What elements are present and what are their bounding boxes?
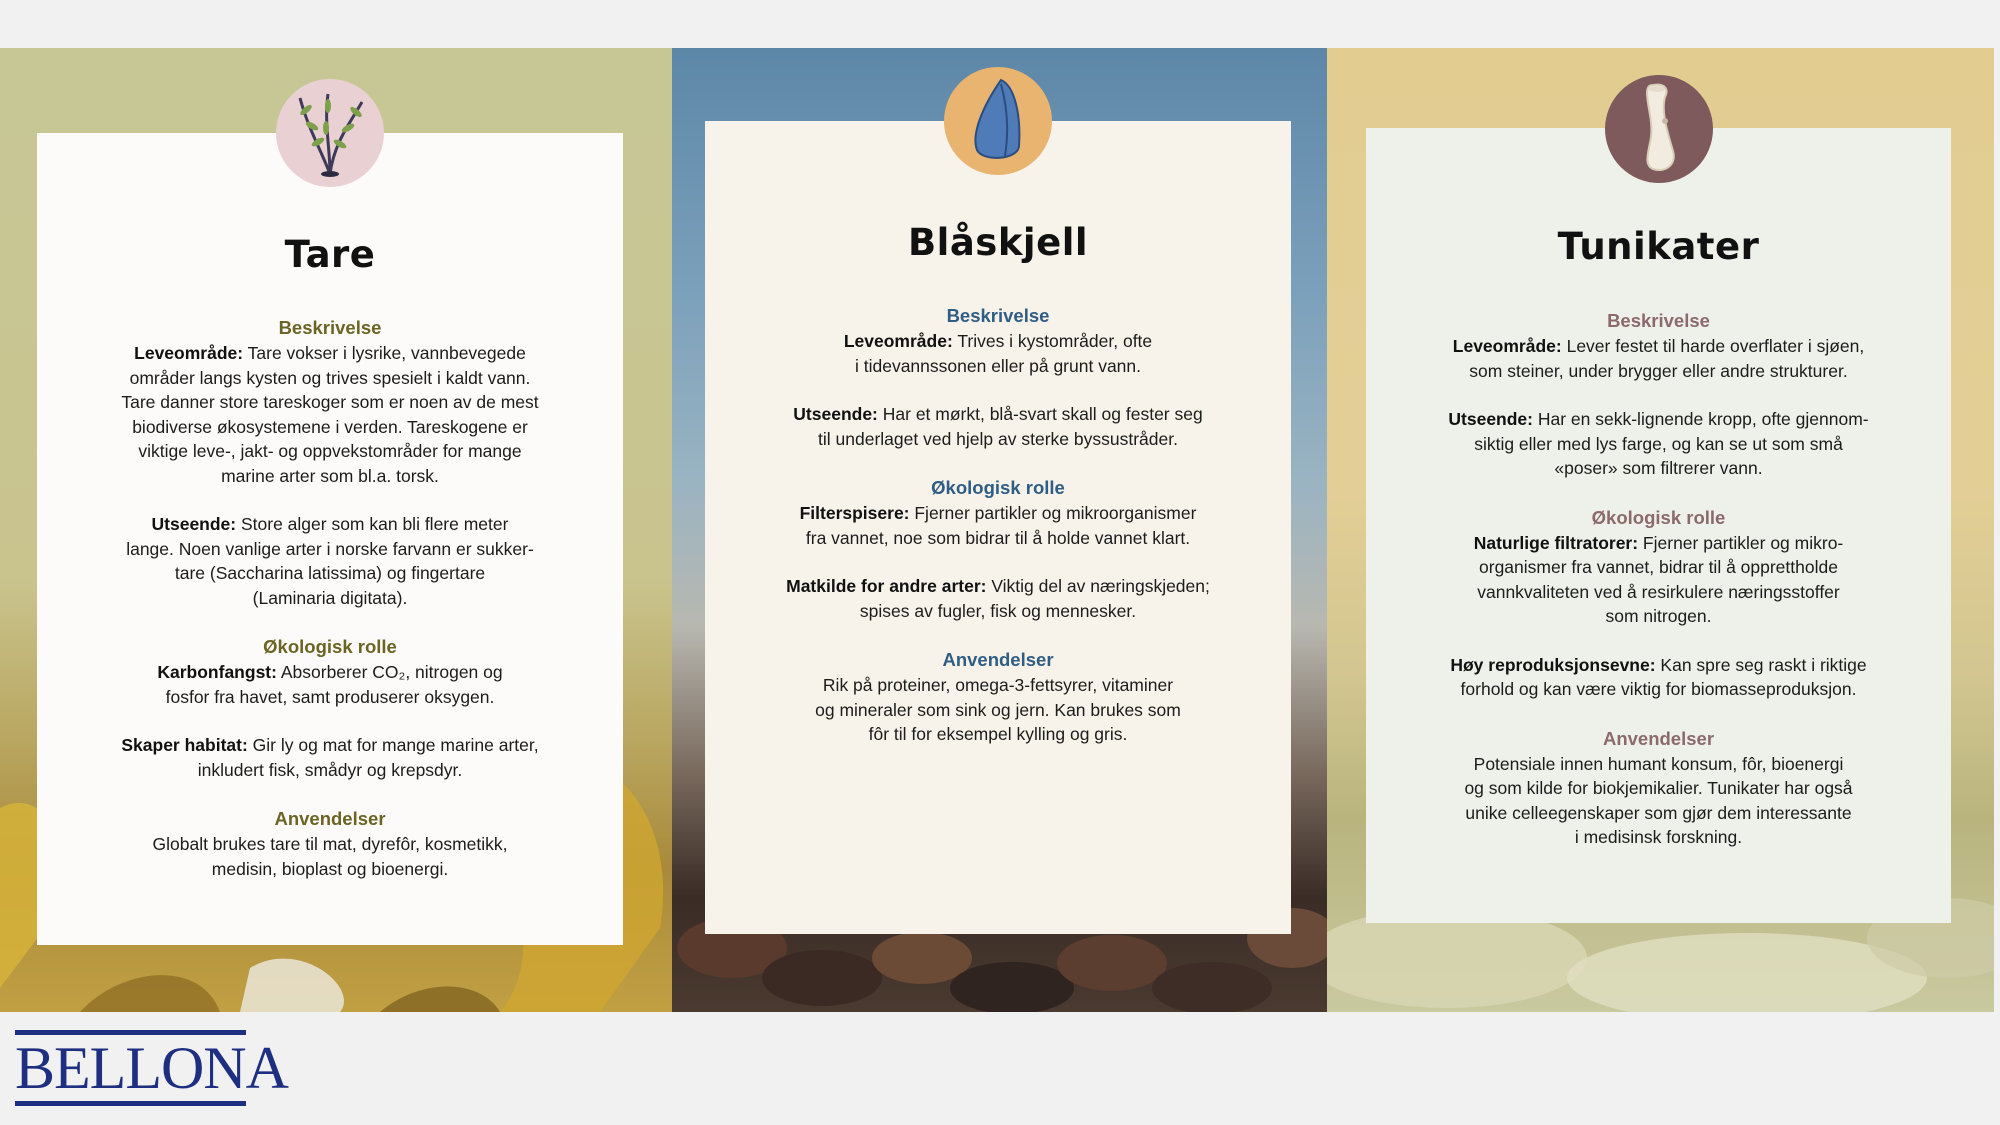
card-body: [1366, 308, 1951, 850]
paragraph: Filterspisere: Fjerner partikler og mikroorganismer fra vannet, noe som bidrar til å holde vannet klart.: [799, 503, 1197, 548]
mussel-icon: [944, 67, 1052, 175]
paragraph: Potensiale innen humant konsum, fôr, bioenergi og som kilde for biokjemikalier. Tunikater har også unike celleegenskaper som gjør dem interessante i medisinsk forskning.: [1464, 753, 1853, 847]
section-heading: Økologisk rolle: [1591, 506, 1726, 528]
paragraph: Rik på proteiner, omega-3-fettsyrer, vitaminer og mineraler som sink og jern. Kan brukes som fôr til for eksempel kylling og gris.: [815, 675, 1181, 744]
paragraph: Høy reproduksjonsevne: Kan spre seg raskt i riktige forhold og kan være viktig for biomasseproduksjon.: [1450, 654, 1867, 699]
card-title: Tunikater: [1557, 225, 1760, 268]
paragraph: Skaper habitat: Gir ly og mat for mange marine arter, inkludert fisk, smådyr og krepsdyr.: [121, 735, 539, 780]
logo-wordmark: BELLONA: [15, 1035, 288, 1101]
bellona-logo: [15, 1030, 288, 1106]
card-tunikater: [1366, 128, 1951, 923]
paragraph: Karbonfangst: Absorberer CO₂, nitrogen og fosfor fra havet, samt produserer oksygen.: [157, 662, 503, 707]
paragraph: Utseende: Har en sekk-lignende kropp, ofte gjennom- siktig eller med lys farge, og kan se ut som små «poser» som filtrerer vann.: [1448, 409, 1869, 478]
paragraph: Utseende: Store alger som kan bli flere meter lange. Noen vanlige arter i norske farvann er sukker- tare (Saccharina latissima) og fingertare (Laminaria digitata).: [126, 514, 534, 608]
section-heading: Anvendelser: [942, 649, 1054, 670]
card-blaaskjell: [705, 121, 1291, 934]
tunicate-icon: [1605, 75, 1713, 183]
paragraph: Globalt brukes tare til mat, dyrefôr, kosmetikk, medisin, bioplast og bioenergi.: [152, 834, 508, 879]
paragraph: Naturlige filtratorer: Fjerner partikler og mikro- organismer fra vannet, bidrar til å opprettholde vannkvaliteten ved å resirkulere næringsstoffer som nitrogen.: [1473, 532, 1844, 626]
paragraph: Matkilde for andre arter: Viktig del av næringskjeden; spises av fugler, fisk og mennesker.: [786, 576, 1210, 621]
section-heading: Økologisk rolle: [931, 477, 1065, 498]
card-tare: [37, 133, 623, 945]
card-body: [37, 315, 623, 881]
section-heading: Beskrivelse: [1607, 310, 1710, 331]
paragraph: Utseende: Har et mørkt, blå-svart skall og fester seg til underlaget ved hjelp av sterke byssustråder.: [793, 404, 1203, 449]
paragraph: Leveområde: Tare vokser i lysrike, vannbevegede områder langs kysten og trives spesielt i kaldt vann. Tare danner store tareskoger som er noen av de mest biodiverse økosystemene i verden. Tareskogene er viktige leve-, jakt- og oppvekstområder for mange marine arter som bl.a. torsk.: [121, 343, 539, 486]
seaweed-icon: [276, 79, 384, 187]
card-body: [705, 303, 1291, 747]
section-heading: Økologisk rolle: [263, 636, 397, 657]
logo-bottom-rule: [15, 1101, 246, 1106]
card-title: Blåskjell: [907, 221, 1089, 264]
section-heading: Anvendelser: [274, 808, 386, 829]
paragraph: Leveområde: Trives i kystområder, ofte i tidevannssonen eller på grunt vann.: [843, 331, 1153, 376]
section-heading: Beskrivelse: [278, 317, 382, 338]
section-heading: Beskrivelse: [946, 305, 1050, 326]
card-title: Tare: [284, 233, 376, 276]
paragraph: Leveområde: Lever festet til harde overflater i sjøen, som steiner, under brygger eller andre strukturer.: [1452, 336, 1865, 381]
section-heading: Anvendelser: [1602, 727, 1715, 749]
